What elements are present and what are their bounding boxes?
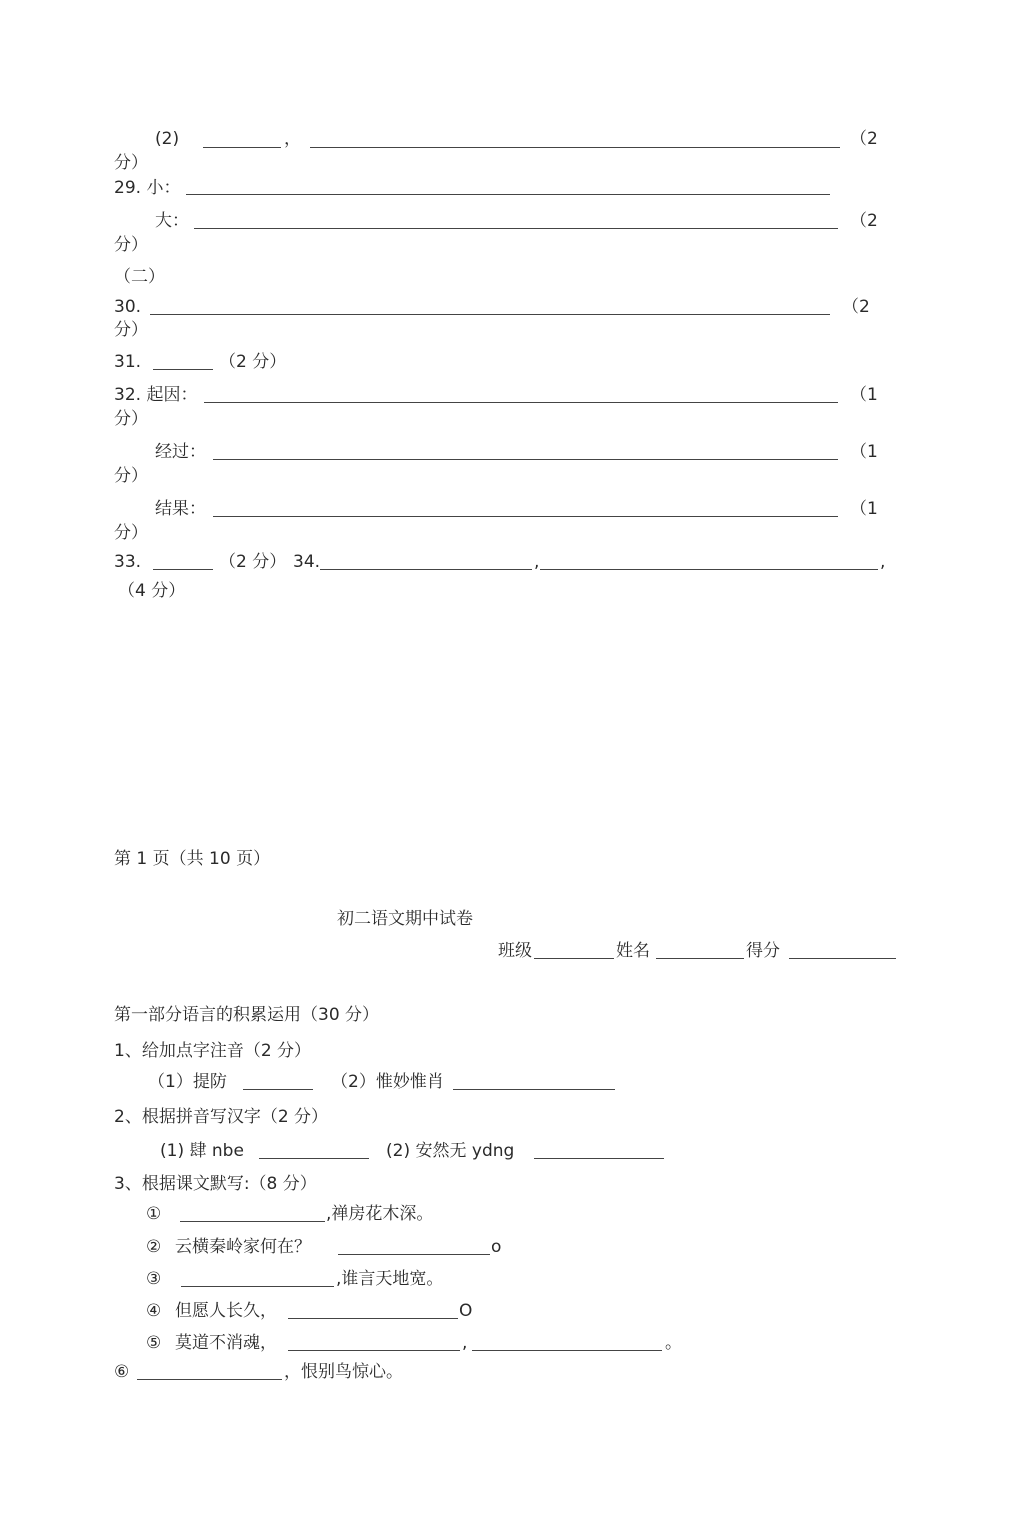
q2-item2-blank[interactable] (534, 1158, 664, 1159)
q34-sep: , (534, 552, 540, 572)
score-blank[interactable] (789, 958, 896, 959)
q3-item1-blank[interactable] (180, 1221, 325, 1222)
q3-item3-text: ,谁言天地宽。 (336, 1269, 444, 1289)
q32-process-score-b: 分） (114, 466, 148, 486)
q33-blank[interactable] (153, 569, 213, 570)
q29-small-label: 29. 小： (114, 178, 181, 198)
part1-heading: 第一部分语言的积累运用（30 分） (114, 1005, 380, 1025)
q3-item5-end: 。 (665, 1333, 682, 1353)
q3-item2-end: o (491, 1237, 502, 1257)
q29-score-a: （2 (850, 211, 878, 231)
q3-item5-sep: , (462, 1333, 468, 1353)
q34-label: 34. (293, 552, 321, 572)
q32-process-score-a: （1 (850, 442, 878, 462)
q1-item2-blank[interactable] (453, 1089, 615, 1090)
q3-heading: 3、根据课文默写:（8 分） (114, 1174, 317, 1194)
q30-score-a: （2 (842, 297, 870, 317)
q3-item2-text: 云横秦岭家何在？ (175, 1237, 311, 1257)
q1-item1-blank[interactable] (243, 1089, 313, 1090)
q3-item2-blank[interactable] (338, 1254, 490, 1255)
q32-cause-score-b: 分） (114, 409, 148, 429)
q3-item4-num: ④ (146, 1301, 162, 1321)
q28-2-comma: ， (284, 129, 301, 149)
class-blank[interactable] (534, 958, 614, 959)
exam-title: 初二语文期中试卷 (337, 909, 473, 929)
q31-label: 31. (114, 352, 142, 372)
q28-2-label: (2) (155, 129, 180, 149)
q3-item4-blank[interactable] (288, 1318, 458, 1319)
q2-item1: (1) 肆 nbe (160, 1141, 244, 1161)
q32-result-blank[interactable] (213, 516, 838, 517)
q34-score: （4 分） (118, 581, 186, 601)
q3-item6-num: ⑥ (114, 1362, 130, 1382)
q3-item6-text: ，恨别鸟惊心。 (284, 1362, 403, 1382)
page-indicator: 第 1 页（共 10 页） (114, 849, 271, 869)
q31-score: （2 分） (219, 352, 287, 372)
q28-2-score-b: 分） (114, 153, 148, 173)
q3-item5-text: 莫道不消魂， (175, 1333, 277, 1353)
section-two-heading: （二） (114, 267, 165, 287)
q3-item3-blank[interactable] (181, 1286, 334, 1287)
q3-item5-num: ⑤ (146, 1333, 162, 1353)
q28-2-score-a: （2 (850, 129, 878, 149)
q30-label: 30. (114, 297, 142, 317)
q32-result-score-b: 分） (114, 523, 148, 543)
q32-cause-score-a: （1 (850, 385, 878, 405)
score-label: 得分 (746, 941, 780, 961)
q32-result-label: 结果： (155, 499, 206, 519)
class-label: 班级 (498, 941, 532, 961)
q34-blank-a[interactable] (320, 569, 532, 570)
q3-item3-num: ③ (146, 1269, 162, 1289)
q32-process-label: 经过： (155, 442, 206, 462)
q32-cause-blank[interactable] (204, 402, 838, 403)
q2-item2: (2) 安然无 ydng (386, 1141, 515, 1161)
q34-end: , (880, 552, 886, 572)
q2-item1-blank[interactable] (259, 1158, 369, 1159)
q33-label: 33. (114, 552, 142, 572)
q32-result-score-a: （1 (850, 499, 878, 519)
q3-item1-num: ① (146, 1204, 162, 1224)
q2-heading: 2、根据拼音写汉字（2 分） (114, 1107, 329, 1127)
q1-item1: （1）提防 (148, 1072, 227, 1092)
q33-score: （2 分） (219, 552, 287, 572)
q3-item5-blank-a[interactable] (288, 1350, 460, 1351)
q29-score-b: 分） (114, 235, 148, 255)
q31-blank[interactable] (153, 369, 213, 370)
q1-item2: （2）惟妙惟肖 (331, 1072, 444, 1092)
q32-cause-label: 32. 起因： (114, 385, 198, 405)
q32-process-blank[interactable] (213, 459, 838, 460)
q3-item4-end: O (459, 1301, 473, 1321)
q3-item1-text: ,禅房花木深。 (326, 1204, 434, 1224)
q3-item5-blank-b[interactable] (472, 1350, 662, 1351)
q30-score-b: 分） (114, 320, 148, 340)
q30-blank[interactable] (150, 314, 830, 315)
q28-2-blank-b[interactable] (310, 147, 840, 148)
q3-item6-blank[interactable] (137, 1379, 282, 1380)
name-blank[interactable] (656, 958, 744, 959)
q34-blank-b[interactable] (540, 569, 878, 570)
q1-heading: 1、给加点字注音（2 分） (114, 1041, 312, 1061)
q3-item2-num: ② (146, 1237, 162, 1257)
q3-item4-text: 但愿人长久， (175, 1301, 277, 1321)
q29-big-label: 大： (155, 211, 189, 231)
q29-big-blank[interactable] (194, 228, 838, 229)
q29-small-blank[interactable] (186, 194, 830, 195)
name-label: 姓名 (616, 941, 650, 961)
q28-2-blank-a[interactable] (203, 147, 281, 148)
